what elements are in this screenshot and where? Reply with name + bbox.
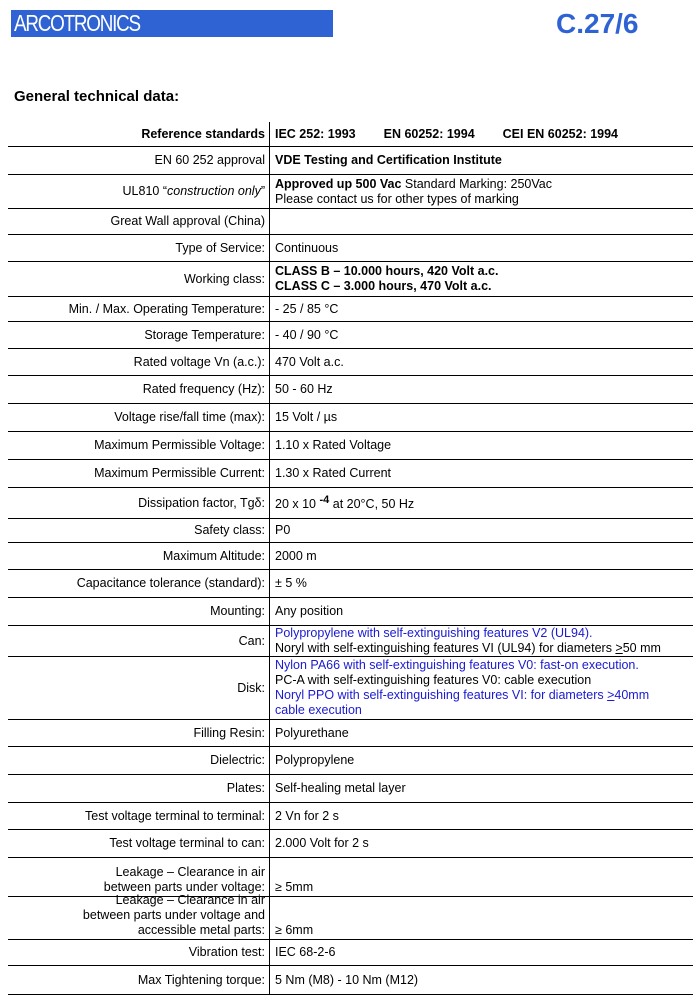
row-value bbox=[270, 598, 693, 625]
row-label bbox=[8, 235, 270, 261]
row-value bbox=[270, 147, 693, 174]
text-segment: Continuous bbox=[275, 240, 339, 255]
text-line bbox=[275, 192, 693, 207]
text-segment: Min. / Max. Operating Temperature: bbox=[68, 301, 265, 316]
text-segment: Test voltage terminal to can: bbox=[109, 836, 265, 850]
text-line bbox=[8, 865, 265, 880]
row-value bbox=[270, 966, 693, 994]
text-segment: Polyurethane bbox=[275, 725, 349, 740]
row-value bbox=[270, 488, 693, 518]
text-segment: 1.30 x Rated Current bbox=[275, 466, 392, 480]
text-line bbox=[275, 880, 693, 895]
text-segment: Type of Service: bbox=[175, 240, 265, 255]
row-value bbox=[270, 175, 693, 208]
text-line bbox=[8, 681, 265, 696]
text-segment: Reference standards bbox=[141, 126, 265, 141]
text-line bbox=[275, 328, 693, 343]
row-value bbox=[270, 720, 693, 746]
text-segment: Working class: bbox=[183, 271, 265, 286]
text-line bbox=[275, 549, 693, 564]
text-line bbox=[8, 272, 265, 287]
text-line bbox=[8, 153, 265, 168]
text-line bbox=[8, 302, 265, 317]
text-segment: Great Wall approval (China) bbox=[110, 214, 265, 228]
text-line bbox=[275, 438, 693, 453]
row-label bbox=[8, 460, 270, 487]
text-line bbox=[275, 688, 693, 703]
row-label bbox=[8, 262, 270, 296]
table-row bbox=[8, 322, 693, 349]
text-line bbox=[275, 658, 693, 673]
row-value bbox=[270, 940, 693, 965]
table-row bbox=[8, 122, 693, 147]
text-line bbox=[275, 641, 693, 656]
table-row bbox=[8, 657, 693, 720]
text-segment: P0 bbox=[275, 523, 291, 537]
text-line bbox=[8, 184, 265, 199]
text-segment: Standard Marking: 250Vac bbox=[401, 176, 552, 191]
text-line bbox=[275, 973, 693, 988]
text-segment: 20 x 10 bbox=[275, 497, 320, 512]
text-segment: Safety class: bbox=[194, 523, 265, 537]
text-segment: PC-A with self-extinguishing features V0: cable execution bbox=[275, 673, 592, 687]
text-segment: Noryl with self-extinguishing features VI (UL94) for diameters bbox=[275, 641, 616, 655]
text-line bbox=[8, 410, 265, 425]
text-segment: 50 mm bbox=[622, 641, 661, 655]
text-segment: Rated voltage Vn (a.c.): bbox=[133, 354, 265, 369]
text-line bbox=[275, 177, 693, 192]
text-segment: EN 60252: 1994 bbox=[383, 126, 475, 141]
text-line bbox=[275, 703, 693, 718]
row-label bbox=[8, 349, 270, 375]
text-line bbox=[8, 726, 265, 741]
text-segment: Approved up 500 Vac bbox=[275, 176, 402, 191]
row-label bbox=[8, 893, 270, 939]
row-label bbox=[8, 747, 270, 774]
text-segment: accessible metal parts: bbox=[137, 923, 265, 937]
text-line bbox=[8, 576, 265, 591]
text-line bbox=[8, 809, 265, 824]
table-row bbox=[8, 747, 693, 775]
text-segment: VDE Testing and Certification Institute bbox=[275, 153, 502, 167]
row-label bbox=[8, 209, 270, 234]
text-line bbox=[8, 523, 265, 538]
table-row bbox=[8, 349, 693, 376]
text-segment: > bbox=[607, 688, 615, 702]
row-value bbox=[270, 349, 693, 375]
text-segment: Polypropylene with self-extinguishing features V2 (UL94). bbox=[275, 626, 593, 640]
row-value bbox=[270, 626, 693, 656]
text-line bbox=[8, 549, 265, 564]
text-line bbox=[8, 604, 265, 619]
table-row bbox=[8, 626, 693, 657]
text-line bbox=[8, 945, 265, 960]
table-row bbox=[8, 940, 693, 966]
document-number: C.27/6 bbox=[556, 8, 639, 39]
text-segment: Leakage – Clearance in air bbox=[115, 865, 265, 879]
text-segment: Voltage rise/fall time (max): bbox=[114, 410, 265, 424]
text-line bbox=[275, 127, 693, 142]
text-line bbox=[275, 576, 693, 591]
text-segment: 1.10 x Rated Voltage bbox=[275, 438, 392, 452]
text-segment: Plates: bbox=[226, 781, 265, 795]
text-segment: Max Tightening torque: bbox=[137, 972, 265, 987]
text-segment: 15 Volt / µs bbox=[275, 410, 338, 424]
text-segment: at 20°C, 50 Hz bbox=[329, 497, 415, 512]
text-segment: 2000 m bbox=[275, 548, 317, 563]
text-line bbox=[8, 328, 265, 343]
table-row bbox=[8, 460, 693, 488]
row-value bbox=[270, 235, 693, 261]
row-value bbox=[270, 543, 693, 569]
table-row bbox=[8, 262, 693, 297]
text-line bbox=[8, 781, 265, 796]
text-line bbox=[275, 836, 693, 851]
text-line bbox=[275, 626, 693, 641]
text-segment: Please contact us for other types of marking bbox=[275, 191, 519, 206]
text-segment: 5 Nm (M8) - 10 Nm (M12) bbox=[275, 972, 419, 987]
row-label bbox=[8, 626, 270, 656]
text-segment: Any position bbox=[275, 604, 344, 618]
table-row bbox=[8, 404, 693, 432]
text-line bbox=[275, 241, 693, 256]
table-row bbox=[8, 775, 693, 803]
text-segment: ≥ 5mm bbox=[275, 880, 314, 894]
text-line bbox=[8, 634, 265, 649]
text-segment: Mounting: bbox=[210, 604, 265, 618]
row-label bbox=[8, 147, 270, 174]
text-segment: Filling Resin: bbox=[193, 725, 265, 740]
text-segment: - 40 / 90 °C bbox=[275, 327, 339, 342]
row-value bbox=[270, 376, 693, 403]
text-line bbox=[275, 604, 693, 619]
text-line bbox=[275, 923, 693, 938]
table-row bbox=[8, 376, 693, 404]
row-value bbox=[270, 803, 693, 829]
text-line bbox=[8, 923, 265, 938]
text-segment: 50 - 60 Hz bbox=[275, 382, 333, 396]
row-label bbox=[8, 488, 270, 518]
text-segment: EN 60 252 approval bbox=[154, 153, 265, 167]
table-row bbox=[8, 570, 693, 598]
text-segment: UL810 “ bbox=[122, 184, 168, 198]
row-label bbox=[8, 657, 270, 719]
text-segment: Leakage – Clearance in air bbox=[115, 893, 265, 907]
text-line bbox=[275, 493, 693, 512]
text-segment: Disk: bbox=[237, 680, 265, 695]
text-segment: Maximum Permissible Current: bbox=[94, 466, 265, 480]
brand-name: ARCOTRONICS bbox=[14, 10, 140, 36]
text-line bbox=[275, 466, 693, 481]
row-label bbox=[8, 858, 270, 896]
text-line bbox=[275, 302, 693, 317]
row-value bbox=[270, 570, 693, 597]
text-line bbox=[8, 214, 265, 229]
row-value bbox=[270, 747, 693, 774]
table-row bbox=[8, 893, 693, 940]
table-row bbox=[8, 803, 693, 830]
row-label bbox=[8, 940, 270, 965]
text-segment: -4 bbox=[319, 494, 330, 507]
text-line bbox=[8, 241, 265, 256]
row-label bbox=[8, 720, 270, 746]
text-line bbox=[8, 127, 265, 142]
row-label bbox=[8, 598, 270, 625]
table-row bbox=[8, 235, 693, 262]
row-value bbox=[270, 830, 693, 857]
text-line bbox=[275, 382, 693, 397]
text-segment: 40mm bbox=[614, 688, 650, 702]
table-row bbox=[8, 720, 693, 747]
text-segment: between parts under voltage: bbox=[103, 880, 265, 894]
text-segment: 470 Volt a.c. bbox=[275, 354, 344, 369]
text-segment: Dissipation factor, Tgδ: bbox=[138, 495, 265, 510]
text-line bbox=[8, 753, 265, 768]
text-segment: Test voltage terminal to terminal: bbox=[85, 808, 265, 823]
text-segment: construction only bbox=[167, 184, 261, 198]
row-value bbox=[270, 322, 693, 348]
text-line bbox=[275, 279, 693, 294]
text-segment: cable execution bbox=[275, 703, 362, 717]
row-label bbox=[8, 803, 270, 829]
row-value bbox=[270, 897, 693, 939]
text-line bbox=[275, 753, 693, 768]
row-label bbox=[8, 543, 270, 569]
text-segment: Dielectric: bbox=[210, 753, 265, 767]
row-value bbox=[270, 775, 693, 802]
row-label bbox=[8, 122, 270, 146]
text-segment: CLASS C – 3.000 hours, 470 Volt a.c. bbox=[275, 279, 492, 293]
table-row bbox=[8, 966, 693, 995]
text-segment: between parts under voltage and bbox=[82, 908, 265, 922]
row-label bbox=[8, 570, 270, 597]
row-value bbox=[270, 297, 693, 321]
row-value bbox=[270, 262, 693, 296]
text-segment: Noryl PPO with self-extinguishing features VI: for diameters bbox=[275, 688, 608, 702]
text-segment: Polypropylene bbox=[275, 753, 355, 767]
text-line bbox=[275, 214, 693, 229]
text-line bbox=[8, 893, 265, 908]
text-line bbox=[275, 410, 693, 425]
table-row bbox=[8, 858, 693, 897]
row-value bbox=[270, 209, 693, 234]
text-segment: CEI EN 60252: 1994 bbox=[502, 126, 619, 141]
row-label bbox=[8, 297, 270, 321]
text-segment: 2 Vn for 2 s bbox=[275, 808, 339, 823]
text-line bbox=[8, 355, 265, 370]
row-label bbox=[8, 775, 270, 802]
table-row bbox=[8, 297, 693, 322]
text-segment: Capacitance tolerance (standard): bbox=[76, 576, 265, 590]
text-segment: CLASS B – 10.000 hours, 420 Volt a.c. bbox=[275, 264, 499, 278]
table-row bbox=[8, 488, 693, 519]
row-label bbox=[8, 322, 270, 348]
text-line bbox=[275, 726, 693, 741]
text-segment: Nylon PA66 with self-extinguishing features V0: fast-on execution. bbox=[275, 658, 639, 672]
text-segment: ± 5 % bbox=[275, 576, 307, 590]
table-row bbox=[8, 209, 693, 235]
row-value bbox=[270, 858, 693, 896]
table-row bbox=[8, 175, 693, 209]
table-row bbox=[8, 519, 693, 543]
text-line bbox=[8, 466, 265, 481]
row-value bbox=[270, 460, 693, 487]
text-line bbox=[275, 781, 693, 796]
row-value bbox=[270, 432, 693, 459]
table-row bbox=[8, 543, 693, 570]
text-line bbox=[275, 945, 693, 960]
row-value bbox=[270, 404, 693, 431]
table-row bbox=[8, 830, 693, 858]
text-line bbox=[275, 264, 693, 279]
text-line bbox=[8, 496, 265, 511]
text-line bbox=[8, 973, 265, 988]
row-value bbox=[270, 657, 693, 719]
table-row bbox=[8, 147, 693, 175]
text-segment: Vibration test: bbox=[188, 945, 265, 959]
row-label bbox=[8, 404, 270, 431]
text-segment: ≥ 6mm bbox=[275, 923, 314, 937]
row-label bbox=[8, 376, 270, 403]
row-value bbox=[270, 122, 693, 146]
text-segment: Storage Temperature: bbox=[144, 327, 265, 342]
text-line bbox=[275, 673, 693, 688]
text-segment: Can: bbox=[238, 633, 265, 648]
text-segment: 2.000 Volt for 2 s bbox=[275, 836, 369, 850]
text-line bbox=[275, 355, 693, 370]
text-line bbox=[275, 523, 693, 538]
text-segment: Maximum Altitude: bbox=[162, 548, 265, 563]
text-line bbox=[8, 836, 265, 851]
text-segment: ” bbox=[260, 184, 265, 198]
row-label bbox=[8, 830, 270, 857]
text-segment: - 25 / 85 °C bbox=[275, 301, 339, 316]
text-segment: Rated frequency (Hz): bbox=[142, 382, 265, 396]
table-row bbox=[8, 432, 693, 460]
brand-logo bbox=[11, 10, 333, 37]
text-line bbox=[275, 809, 693, 824]
table-row bbox=[8, 598, 693, 626]
text-segment: > bbox=[615, 641, 623, 655]
text-line bbox=[8, 382, 265, 397]
text-segment: Self-healing metal layer bbox=[275, 781, 406, 795]
row-label bbox=[8, 966, 270, 994]
technical-data-table bbox=[8, 122, 693, 995]
text-segment: IEC 252: 1993 bbox=[275, 126, 356, 141]
row-label bbox=[8, 175, 270, 208]
section-title: General technical data: bbox=[14, 88, 180, 105]
text-line bbox=[8, 438, 265, 453]
text-segment: IEC 68-2-6 bbox=[275, 945, 336, 959]
row-label bbox=[8, 519, 270, 542]
text-line bbox=[8, 908, 265, 923]
row-label bbox=[8, 432, 270, 459]
text-segment: Maximum Permissible Voltage: bbox=[94, 438, 265, 452]
text-line bbox=[275, 153, 693, 168]
row-value bbox=[270, 519, 693, 542]
